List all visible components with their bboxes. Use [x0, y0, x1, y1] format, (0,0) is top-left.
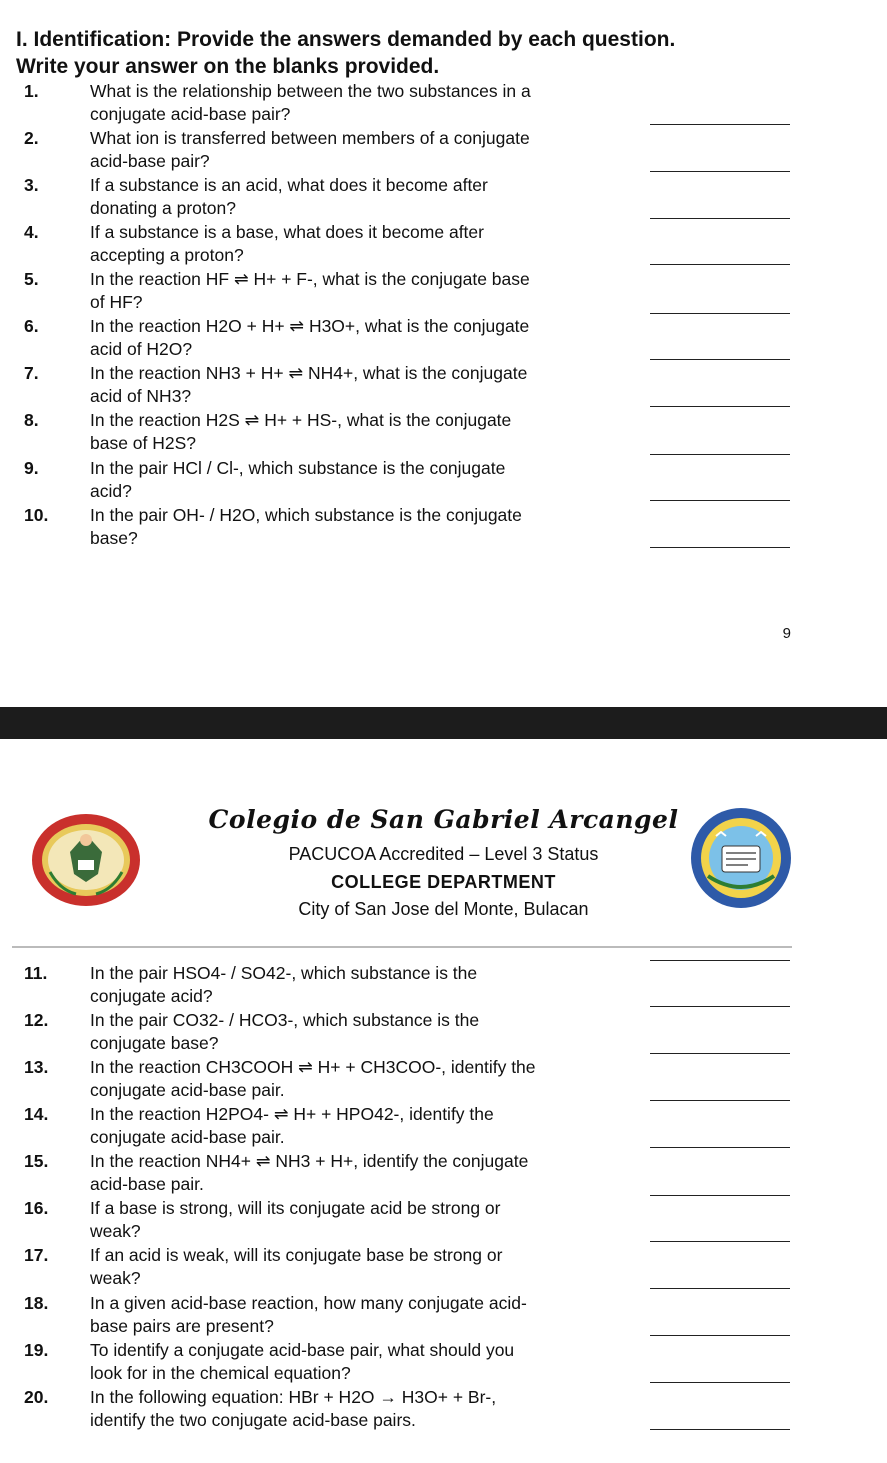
question-number: 12. [24, 1010, 49, 1030]
question-text: conjugate acid-base pair. [90, 1127, 285, 1147]
answer-blank-5[interactable] [650, 313, 790, 314]
question-text: base pairs are present? [90, 1316, 274, 1336]
heading-line-1: I. Identification: Provide the answers demanded by each question. [16, 28, 676, 51]
question-text: If a base is strong, will its conjugate acid be strong or [90, 1198, 501, 1218]
question-text: acid? [90, 481, 132, 501]
answer-blank-7[interactable] [650, 406, 790, 407]
question-text: base? [90, 528, 138, 548]
answer-blank-16[interactable] [650, 1195, 790, 1196]
page-break-bar [0, 707, 887, 739]
question-number: 18. [24, 1293, 49, 1313]
question-text: In the reaction NH3 + H+ ⇌ NH4+, what is the conjugate [90, 363, 528, 383]
answer-blank-2[interactable] [650, 171, 790, 172]
question-number: 17. [24, 1245, 49, 1265]
school-seal-right [686, 806, 796, 915]
question-text: What is the relationship between the two substances in a [90, 81, 531, 101]
answer-blank-10[interactable] [650, 547, 790, 548]
question-text: base of H2S? [90, 433, 197, 453]
answer-blank-3[interactable] [650, 218, 790, 219]
question-number: 4. [24, 222, 39, 242]
question-number: 9. [24, 458, 39, 478]
question-text: acid-base pair? [90, 151, 210, 171]
question-text: If a substance is an acid, what does it become after [90, 175, 488, 195]
question-text: In the reaction CH3COOH ⇌ H+ + CH3COO-, identify the [90, 1057, 536, 1077]
question-text: In the reaction H2S ⇌ H+ + HS-, what is the conjugate [90, 410, 512, 430]
page-number: 9 [782, 625, 791, 642]
question-text: In the pair OH- / H2O, which substance is the conjugate [90, 505, 522, 525]
question-number: 6. [24, 316, 39, 336]
question-text: To identify a conjugate acid-base pair, what should you [90, 1340, 515, 1360]
letterhead-divider [12, 946, 792, 948]
question-text: conjugate base? [90, 1033, 219, 1053]
school-name: Colegio de San Gabriel Arcangel [208, 805, 679, 834]
answer-blank-18[interactable] [650, 1288, 790, 1289]
answer-blank-9[interactable] [650, 500, 790, 501]
question-text: In the reaction NH4+ ⇌ NH3 + H+, identify the conjugate [90, 1151, 529, 1171]
accreditation: PACUCOA Accredited – Level 3 Status [288, 844, 599, 864]
question-text: weak? [90, 1268, 141, 1288]
question-text: In a given acid-base reaction, how many conjugate acid- [90, 1293, 527, 1313]
answer-blank-17[interactable] [650, 1241, 790, 1242]
question-text: of HF? [90, 292, 143, 312]
answer-blank-12[interactable] [650, 1006, 790, 1007]
question-text: In the pair HSO4- / SO42-, which substance is the [90, 963, 478, 983]
question-text: If an acid is weak, will its conjugate base be strong or [90, 1245, 503, 1265]
question-number: 10. [24, 505, 49, 525]
question-text: In the reaction HF ⇌ H+ + F-, what is the conjugate base [90, 269, 530, 289]
question-text: conjugate acid-base pair? [90, 104, 291, 124]
question-text: If a substance is a base, what does it become after [90, 222, 484, 242]
question-number: 19. [24, 1340, 49, 1360]
answer-blank-14[interactable] [650, 1100, 790, 1101]
question-text: What ion is transferred between members of a conjugate [90, 128, 530, 148]
answer-blank-21[interactable] [650, 1429, 790, 1430]
answer-blank-8[interactable] [650, 454, 790, 455]
question-text: In the pair CO32- / HCO3-, which substance is the [90, 1010, 480, 1030]
question-text: weak? [90, 1221, 141, 1241]
question-text: acid of NH3? [90, 386, 192, 406]
question-text: conjugate acid? [90, 986, 213, 1006]
question-number: 3. [24, 175, 39, 195]
question-text: In the reaction H2O + H+ ⇌ H3O+, what is the conjugate [90, 316, 530, 336]
answer-blank-13[interactable] [650, 1053, 790, 1054]
answer-blank-6[interactable] [650, 359, 790, 360]
heading-line-2: Write your answer on the blanks provided. [16, 55, 440, 78]
question-text: donating a proton? [90, 198, 236, 218]
answer-blank-15[interactable] [650, 1147, 790, 1148]
question-text: In the pair HCl / Cl-, which substance is the conjugate [90, 458, 506, 478]
question-text: In the reaction H2PO4- ⇌ H+ + HPO42-, identify the [90, 1104, 494, 1124]
question-text: identify the two conjugate acid-base pairs. [90, 1410, 416, 1430]
answer-blank-11[interactable] [650, 960, 790, 961]
department: COLLEGE DEPARTMENT [331, 872, 556, 892]
question-number: 5. [24, 269, 39, 289]
answer-blank-20[interactable] [650, 1382, 790, 1383]
question-number: 20. [24, 1387, 49, 1407]
question-number: 16. [24, 1198, 49, 1218]
question-number: 13. [24, 1057, 49, 1077]
answer-blank-4[interactable] [650, 264, 790, 265]
question-text: acid of H2O? [90, 339, 193, 359]
question-text: conjugate acid-base pair. [90, 1080, 285, 1100]
question-number: 1. [24, 81, 39, 101]
question-number: 2. [24, 128, 39, 148]
question-number: 15. [24, 1151, 49, 1171]
question-number: 11. [24, 963, 48, 983]
question-number: 8. [24, 410, 39, 430]
answer-blank-19[interactable] [650, 1335, 790, 1336]
answer-blank-1[interactable] [650, 124, 790, 125]
question-text: look for in the chemical equation? [90, 1363, 351, 1383]
question-text: acid-base pair. [90, 1174, 204, 1194]
question-text: accepting a proton? [90, 245, 244, 265]
question-number: 7. [24, 363, 39, 383]
question-number: 14. [24, 1104, 49, 1124]
question-text: In the following equation: HBr + H2O → H3O+ + Br-, [90, 1387, 497, 1407]
school-city: City of San Jose del Monte, Bulacan [298, 899, 589, 919]
section-heading [16, 26, 876, 80]
